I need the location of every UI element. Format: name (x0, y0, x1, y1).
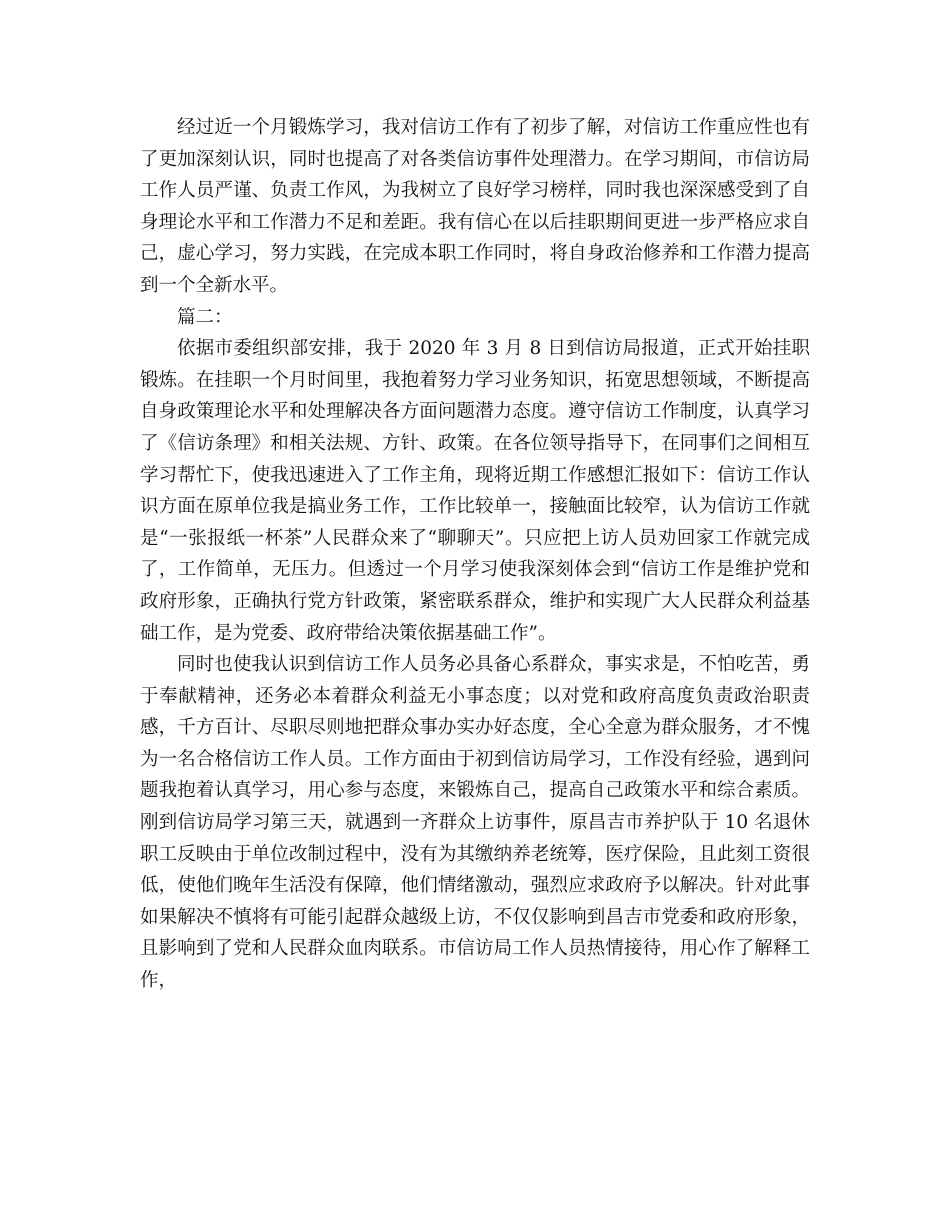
section-heading-part-two: 篇二： (177, 306, 233, 328)
paragraph-work-experience: 同时也使我认识到信访工作人员务必具备心系群众，事实求是，不怕吃苦，勇于奉献精神，还务必本着群众利益无小事态度；以对党和政府高度负责政治职责感，千方百计、尽职尽则地把群众事办实办好态度，全心全意为群众服务，才不愧为一名合格信访工作人员。工作方面由于初到信访局学习，工作没有经验，遇到问题我抱着认真学习，用心参与态度，来锻炼自己，提高自己政策水平和综合素质。刚到信访局学习第三天，就遇到一齐群众上访事件，原昌吉市养护队于 10 名退休职工反映由于单位改制过程中，没有为其缴纳养老统筹，医疗保险，且此刻工资很低，使他们晚年生活没有保障，他们情绪激动，强烈应求政府予以解决。针对此事如果解决不慎将有可能引起群众越级上访，不仅仅影响到昌吉市党委和政府形象，且影响到了党和人民群众血肉联系。市信访局工作人员热情接待，用心作了解释工作， (140, 654, 810, 992)
paragraph-intro-summary: 经过近一个月锻炼学习，我对信访工作有了初步了解，对信访工作重应性也有了更加深刻认识，同时也提高了对各类信访事件处理潜力。在学习期间，市信访局工作人员严谨、负责工作风，为我树立了良好学习榜样，同时我也深深感受到了自身理论水平和工作潜力不足和差距。我有信心在以后挂职期间更进一步严格应求自己，虚心学习，努力实践，在完成本职工作同时，将自身政治修养和工作潜力提高到一个全新水平。 (140, 117, 810, 296)
document-body (140, 112, 810, 997)
paragraph-assignment: 依据市委组织部安排，我于 2020 年 3 月 8 日到信访局报道，正式开始挂职锻炼。在挂职一个月时间里，我抱着努力学习业务知识，拓宽思想领域，不断提高自身政策理论水平和处理解决各方面问题潜力态度。遵守信访工作制度，认真学习了《信访条理》和相关法规、方针、政策。在各位领导指导下，在同事们之间相互学习帮忙下，使我迅速进入了工作主角，现将近期工作感想汇报如下：信访工作认识方面在原单位我是搞业务工作，工作比较单一，接触面比较窄，认为信访工作就是“一张报纸一杯茶”人民群众来了“聊聊天”。只应把上访人员劝回家工作就完成了，工作简单，无压力。但透过一个月学习使我深刻体会到“信访工作是维护党和政府形象，正确执行党方针政策，紧密联系群众，维护和实现广大人民群众利益基础工作，是为党委、政府带给决策依据基础工作”。 (140, 338, 810, 644)
